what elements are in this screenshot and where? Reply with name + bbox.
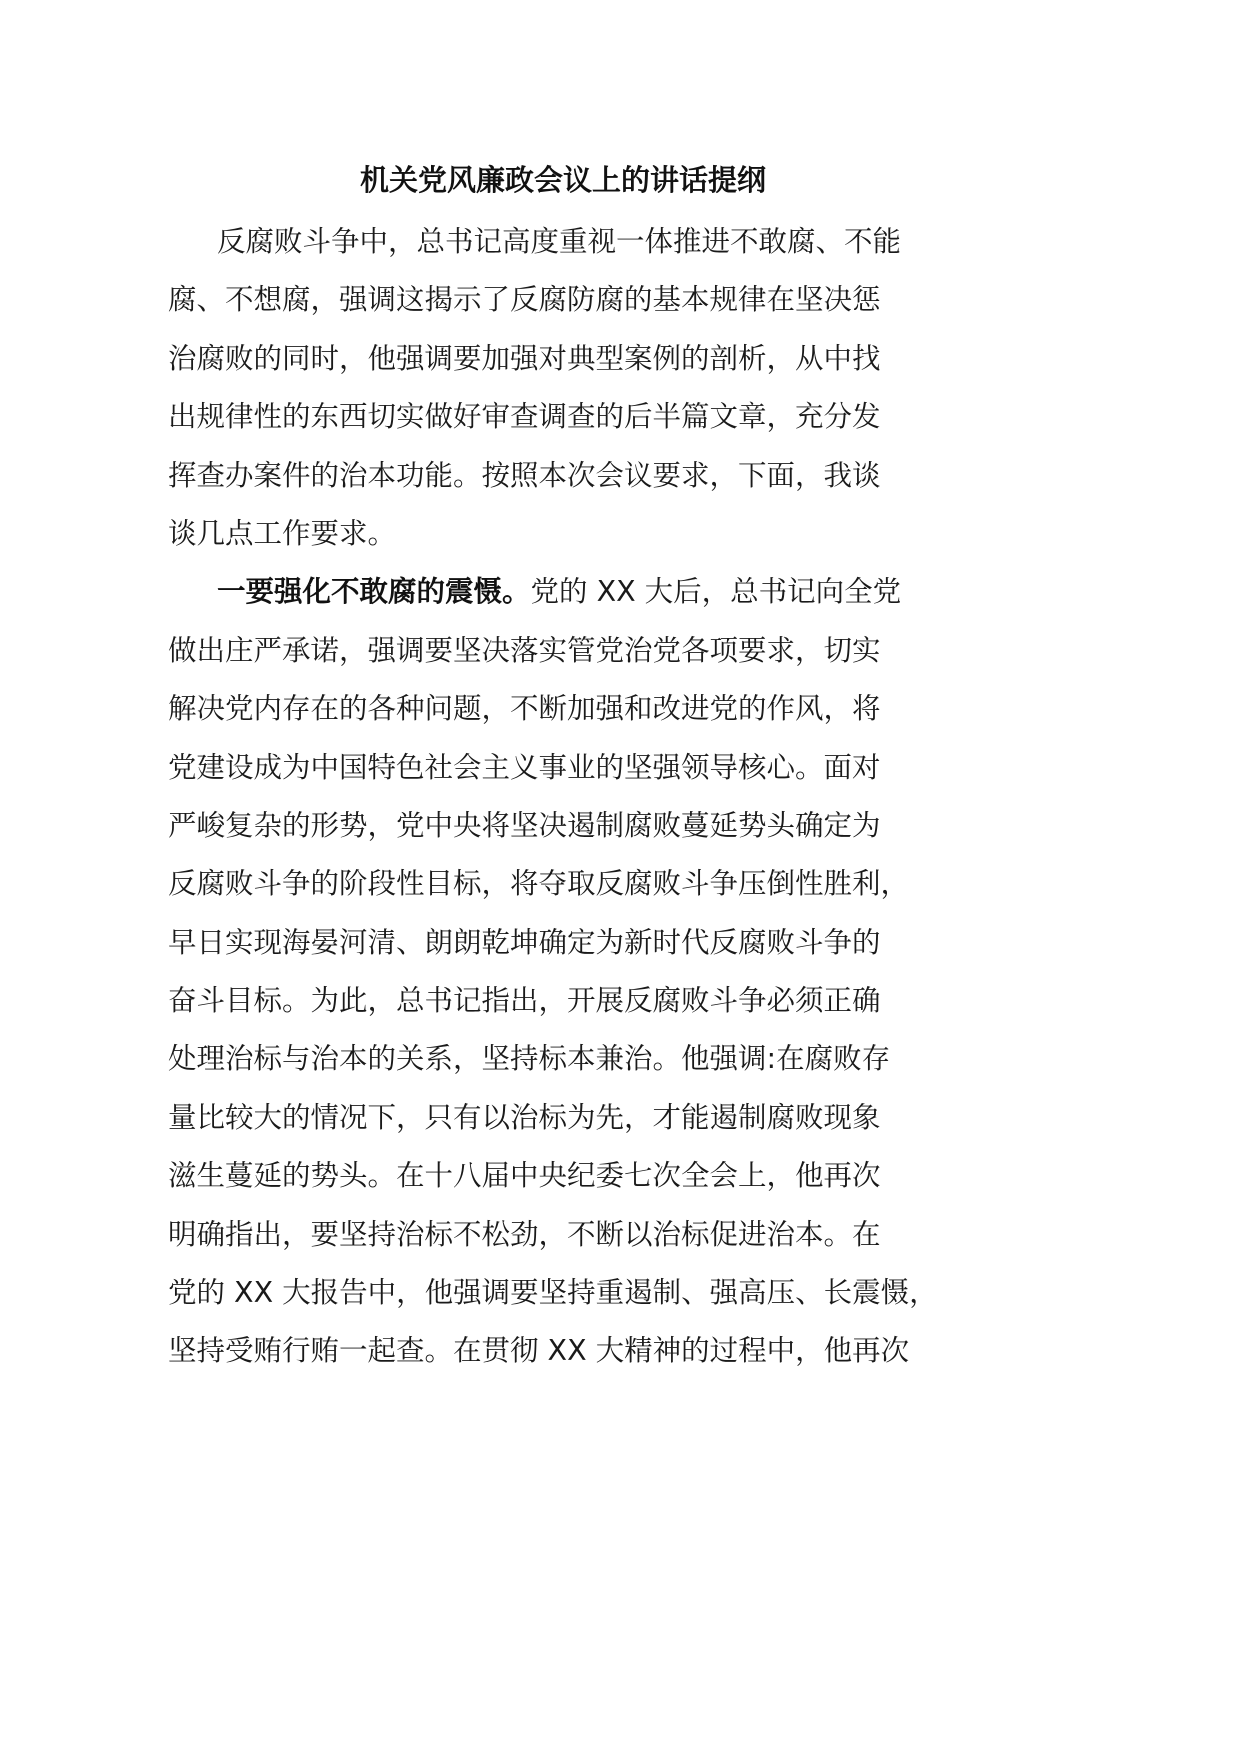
paragraph-line: 反腐败斗争中，总书记高度重视一体推进不敢腐、不能 — [217, 225, 902, 258]
paragraph-line: 谈几点工作要求。 — [168, 516, 397, 550]
section-one-paragraph — [168, 563, 938, 1380]
section-heading: 一要强化不敢腐的震慑。 — [217, 575, 531, 609]
paragraph-line: 量比较大的情况下，只有以治标为先，才能遏制腐败现象 — [168, 1100, 881, 1134]
document-page — [168, 155, 938, 1381]
paragraph-line: 党建设成为中国特色社会主义事业的坚强领导核心。面对 — [168, 750, 881, 784]
paragraph-line: 出规律性的东西切实做好审查调查的后半篇文章，充分发 — [168, 400, 881, 434]
paragraph-line: 腐、不想腐，强调这揭示了反腐防腐的基本规律在坚决惩 — [168, 283, 881, 317]
intro-paragraph — [168, 213, 938, 563]
paragraph-line: 奋斗目标。为此，总书记指出，开展反腐败斗争必须正确 — [168, 984, 881, 1018]
paragraph-line: 滋生蔓延的势头。在十八届中央纪委七次全会上，他再次 — [168, 1159, 881, 1193]
paragraph-line: 处理治标与治本的关系，坚持标本兼治。他强调:在腐败存 — [168, 1042, 891, 1076]
paragraph-line: 党的 XX 大报告中，他强调要坚持重遏制、强高压、长震慑， — [168, 1276, 938, 1310]
paragraph-line: 严峻复杂的形势，党中央将坚决遏制腐败蔓延势头确定为 — [168, 808, 881, 842]
document-title: 机关党风廉政会议上的讲话提纲 — [359, 163, 766, 197]
paragraph-line: 早日实现海晏河清、朗朗乾坤确定为新时代反腐败斗争的 — [168, 925, 881, 959]
paragraph-line: 挥查办案件的治本功能。按照本次会议要求，下面，我谈 — [168, 458, 881, 492]
paragraph-line: 做出庄严承诺，强调要坚决落实管党治党各项要求，切实 — [168, 633, 881, 667]
paragraph-line: 治腐败的同时，他强调要加强对典型案例的剖析，从中找 — [168, 341, 881, 375]
paragraph-line: 坚持受贿行贿一起查。在贯彻 XX 大精神的过程中，他再次 — [168, 1334, 910, 1368]
paragraph-line: 解决党内存在的各种问题，不断加强和改进党的作风，将 — [168, 692, 881, 726]
paragraph-line: 反腐败斗争的阶段性目标，将夺取反腐败斗争压倒性胜利， — [168, 867, 910, 901]
paragraph-first-line — [168, 563, 938, 621]
paragraph-text: 党的 XX 大后，总书记向全党 — [530, 575, 902, 609]
paragraph-line: 明确指出，要坚持治标不松劲，不断以治标促进治本。在 — [168, 1217, 881, 1251]
